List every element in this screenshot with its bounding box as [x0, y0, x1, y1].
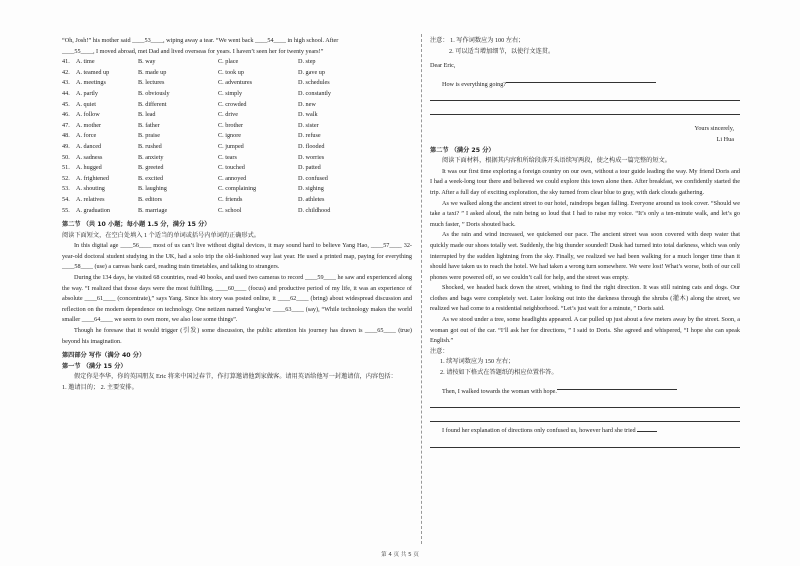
answer-line[interactable]: [430, 90, 740, 101]
option-a: 43.: [62, 79, 70, 87]
option-a: 41.: [62, 58, 70, 66]
option-a-text: A. danced: [76, 142, 102, 150]
option-b: B. made up: [138, 68, 167, 76]
option-a-text: A. shouting: [76, 185, 105, 193]
option-a-text: A. time: [76, 58, 95, 66]
option-c: C. tears: [218, 153, 237, 161]
option-a: 51.: [62, 164, 70, 172]
page-footer: 第 4 页 共 5 页: [381, 552, 419, 558]
option-c: C. touched: [218, 164, 245, 172]
option-row: [62, 195, 412, 206]
option-c: C. simply: [218, 89, 243, 97]
answer-line[interactable]: [637, 425, 657, 432]
notes-line: 注意：: [430, 347, 449, 355]
option-row: [62, 131, 412, 142]
option-a-text: A. graduation: [76, 206, 111, 214]
option-b: B. anxiety: [138, 153, 164, 161]
option-d: D. sighing: [298, 185, 324, 193]
option-d: D. patted: [298, 164, 321, 172]
option-d: D. step: [298, 58, 316, 66]
option-a-text: A. relatives: [76, 195, 105, 203]
option-a: 45.: [62, 100, 70, 108]
story-paragraph: As the rain and wind increased, we quickened our pace. The ancient street was soon covered with deep water that quickly made our shoes totally wet. Suddenly, the big thunder sounded! Dusk had turned into total darkness, which was only interrupted by the sudden lightning from the sky. Finally, we realized we had been walking for a much longer time than it should have taken us to reach the hotel. We had taken a wrong turn somewhere. We were lost! What’s worse, both of our cell phones were powered off, so we couldn’t call for help, and the street was empty.: [430, 231, 740, 281]
grammar-paragraph: Though he foresaw that it would trigger (引发) some discussion, the public attention his journey has drawn is ____65____ (true) beyond his imagination.: [62, 327, 412, 345]
option-row: [62, 163, 412, 174]
option-a-text: A. sadness: [76, 153, 103, 161]
option-b: B. praise: [138, 132, 160, 140]
option-b: B. laughing: [138, 185, 167, 193]
option-a: 50.: [62, 153, 70, 161]
option-c: C. adventures: [218, 79, 253, 87]
option-d: D. walk: [298, 111, 318, 119]
writing-prompt: 假定你是李华，你的英国朋友 Eric 将来中国过春节，作打算邀请他到家做客。请用英语给他写一封邀请信，内容包括：: [74, 373, 397, 381]
option-d: D. constantly: [298, 89, 331, 97]
option-c: C. took up: [218, 68, 244, 76]
option-row: [62, 184, 412, 195]
option-b: B. way: [138, 58, 156, 66]
option-a: 49.: [62, 142, 70, 150]
story-paragraph: Shocked, we headed back down the street, wishing to find the right direction. It was still raining cats and dogs. Our clothes and bags were completely wet. Later looking out into the darkness through the shrubs (灌木) along the street, we realized we had come to a residential neighborhood. “Let’s just wait for a minute, ” Doris said.: [430, 284, 740, 313]
answer-line[interactable]: [557, 379, 677, 390]
option-row: [62, 57, 412, 68]
option-a-text: A. quiet: [76, 100, 96, 108]
option-c: C. drive: [218, 111, 238, 119]
option-a: 46.: [62, 111, 70, 119]
option-d: D. sister: [298, 121, 319, 129]
right-column: [430, 36, 740, 451]
option-d: D. flooded: [298, 142, 325, 150]
option-d: D. athletes: [298, 195, 325, 203]
option-d: D. new: [298, 100, 316, 108]
option-a-text: A. frightened: [76, 174, 109, 182]
option-d: D. confused: [298, 174, 328, 182]
option-c: C. jumped: [218, 142, 244, 150]
option-b: B. lead: [138, 111, 156, 119]
section-instruction: 阅读下面材料，根据其内容和所给段落开头语续写两段，使之构成一篇完整的短文。: [442, 157, 671, 165]
answer-line[interactable]: [430, 397, 740, 408]
option-a: 42.: [62, 68, 70, 76]
option-a: 52.: [62, 174, 70, 182]
option-d: D. schedules: [298, 79, 330, 87]
grammar-paragraph: During the 134 days, he visited 68 countries, read 40 books, and used two cameras to record ____59____ he saw and experienced along the way. “I realized that those days were the most fulfilling, ____60____ (focus) and productive period of my life, it was an experience of absolute ____61____ (concentrate),” says Yang. Since his story was posted online, it ____62____ (bring) about widespread discussion and reflection on the modern dependence on technology. One netizen named Yangbu’er ____63____ (say), “While technology makes the world smaller ____64____ we seem to own more, we also lose some things”.: [62, 274, 412, 324]
answer-line[interactable]: [506, 72, 656, 83]
option-a: 47.: [62, 121, 70, 129]
option-d: D. refuse: [298, 132, 321, 140]
continuation-prompt: I found her explanation of directions only confused us, however hard she tried: [430, 425, 740, 437]
option-b: B. lectures: [138, 79, 165, 87]
option-a-text: A. teamed up: [76, 68, 110, 76]
story-paragraph: It was our first time exploring a foreign country on our own, without a tour guide leading the way. My friend Doris and I had a week-long tour there and believed we could explore this town alone then. After breakfast, we confidently started the trip. After a full day of exciting exploration, the sky turned from clear blue to gray, with dark clouds gathering.: [430, 167, 740, 196]
section-heading: 第二节 （共 10 小题；每小题 1.5 分，满分 15 分）: [62, 221, 211, 229]
option-a-text: A. hugged: [76, 164, 102, 172]
option-c: C. annoyed: [218, 174, 247, 182]
option-b: B. greeted: [138, 164, 164, 172]
option-a-text: A. meetings: [76, 79, 106, 87]
notes-line: 注意： 1. 写作词数应为 100 左右；: [430, 37, 525, 44]
option-row: [62, 68, 412, 79]
option-b: B. father: [138, 121, 160, 129]
answer-line[interactable]: [430, 411, 740, 422]
passage-line: ____55____, I moved abroad, met Dad and lived overseas for years. I haven’t seen her for twenty years!”: [62, 47, 324, 55]
option-row: [62, 174, 412, 185]
column-divider: [421, 34, 422, 544]
option-row: [62, 142, 412, 153]
options-table: [62, 57, 412, 216]
notes-line: 1. 续写词数应为 150 左右；: [440, 358, 515, 366]
letter-signature: Li Hua: [716, 135, 734, 143]
option-b: B. excited: [138, 174, 164, 182]
option-b: B. different: [138, 100, 167, 108]
letter-salutation: Dear Eric,: [430, 62, 456, 70]
answer-line[interactable]: [430, 437, 740, 448]
passage-line: “Oh, Josh!” his mother said ____53____, wiping away a tear. “We went back ____54____ in high school. After: [62, 37, 339, 44]
writing-points: 1. 邀请目的； 2. 主要安排。: [62, 384, 138, 391]
continuation-prompt: Then, I walked towards the woman with hope.: [430, 379, 740, 398]
story-paragraph: As we walked along the ancient street to our hotel, raindrops began falling. Everyone around us took cover. “Should we take a taxi? ” I asked aloud, the rain being so loud that I had to raise my voice. “It’s only a ten-minute walk, and let’s go much faster, ” Doris shouted back.: [430, 199, 740, 228]
section-instruction: 阅读下面短文，在空白处填入 1 个适当的单词或括号内单词的正确形式。: [62, 231, 260, 239]
letter-opening: How is everything going?: [430, 72, 740, 91]
option-a-text: A. force: [76, 132, 97, 140]
option-c: C. brother: [218, 121, 244, 129]
part-heading: 第四部分 写作（满分 40 分）: [62, 352, 146, 360]
option-row: [62, 121, 412, 132]
option-c: C. place: [218, 58, 239, 66]
option-b: B. rushed: [138, 142, 162, 150]
option-a: 44.: [62, 89, 70, 97]
option-a: 53.: [62, 185, 70, 193]
option-row: [62, 89, 412, 100]
grammar-paragraph: In this digital age ____56____ most of us can’t live without digital devices, it may sound hard to believe Yang Hao, ____57____ 32-year-old doctoral student studying in the UK, had a solo trip the old-fashioned way last year. He used a printed map, paying for everything ____58____ (use) a canvas bank card, reading train timetables, and talking to strangers.: [62, 242, 412, 271]
option-row: [62, 110, 412, 121]
notes-line: 2. 请按如下格式在答题纸的相应位置作答。: [440, 369, 558, 377]
option-row: [62, 78, 412, 89]
option-a: 48.: [62, 132, 70, 140]
option-c: C. ignore: [218, 132, 242, 140]
sub-heading: 第一节 （满分 15 分）: [62, 362, 127, 370]
option-a: 55.: [62, 206, 70, 214]
story-paragraph: As we stood under a tree, some headlights appeared. A car pulled up just about a few meters away by the street. Soon, a woman got out of the car. “I’ll ask her for directions, ” I said to Doris. She agreed and whispered, “I hope she can speak English.”: [430, 316, 740, 345]
option-a-text: A. partly: [76, 89, 98, 97]
option-row: [62, 206, 412, 217]
option-a-text: A. mother: [76, 121, 102, 129]
option-d: D. worries: [298, 153, 325, 161]
letter-closing: Yours sincerely,: [694, 125, 734, 133]
option-row: [62, 100, 412, 111]
option-a-text: A. follow: [76, 111, 100, 119]
option-c: C. crowded: [218, 100, 247, 108]
option-row: [62, 153, 412, 164]
option-d: D. gave up: [298, 68, 325, 76]
option-b: B. marriage: [138, 206, 168, 214]
option-d: D. childhood: [298, 206, 331, 214]
section-heading: 第二节 （满分 25 分）: [430, 146, 495, 154]
notes-line: 2. 可以适当增加细节，以使行文连贯。: [449, 47, 555, 55]
option-b: B. obviously: [138, 89, 170, 97]
answer-line[interactable]: [430, 104, 740, 115]
option-c: C. complaining: [218, 185, 257, 193]
option-c: C. school: [218, 206, 242, 214]
option-a: 54.: [62, 195, 70, 203]
option-b: B. editors: [138, 195, 163, 203]
left-column: [62, 36, 412, 394]
option-c: C. friends: [218, 195, 243, 203]
